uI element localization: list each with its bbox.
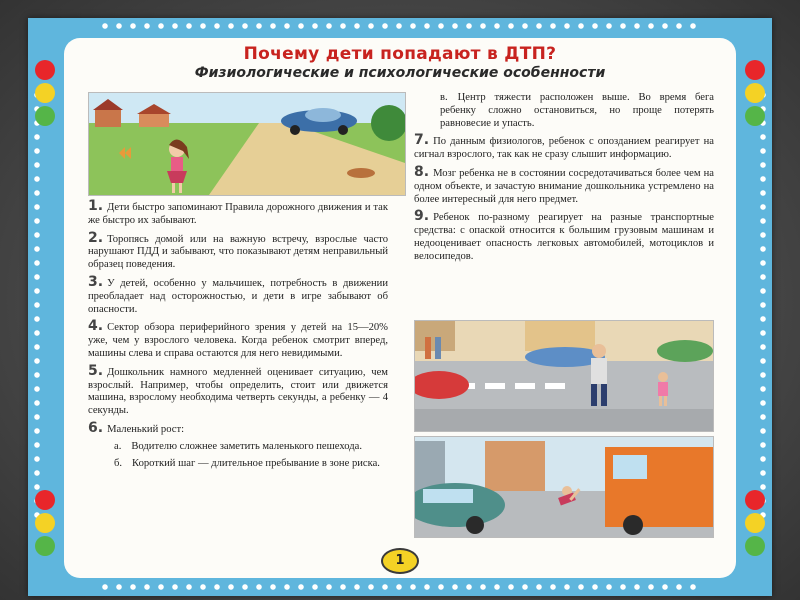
- page-title: Почему дети попадают в ДТП?: [243, 44, 557, 64]
- dotted-border-left: [32, 88, 42, 526]
- list-item: 5. Дошкольник намного медленней оценивает ситуацию, чем взрослый. Например, чтобы определить, стоит или движется машина, взрослому необходима четверть секунды, а ребенку — 4 секунды.: [88, 362, 388, 417]
- list-item: 3. У детей, особенно у мальчишек, потребность в движении преобладает над осторожностью, и дети в игре забывают об опасности.: [88, 273, 388, 315]
- traffic-light-icon: [35, 60, 55, 126]
- dotted-border-top: [98, 21, 702, 31]
- list-item: 6. Маленький рост:: [88, 419, 185, 436]
- dotted-border-bottom: [98, 582, 702, 592]
- list-item: 4. Сектор обзора периферийного зрения у детей на 15—20% уже, чем у взрослого человека. Когда ребенок смотрит вперед, машины слева и справа остаются для него невидимыми.: [88, 318, 388, 359]
- illustration-truck-and-car: [414, 436, 714, 538]
- list-subitem: б. Короткий шаг — длительное пребывание в зоне риска.: [114, 457, 380, 469]
- list-item: 7. По данным физиологов, ребенок с опозданием реагирует на сигнал взрослого, так как не сразу слышит информацию.: [414, 132, 714, 161]
- left-column: [88, 200, 388, 474]
- traffic-light-icon: [745, 490, 765, 556]
- illustration-street-crossing: [414, 320, 714, 432]
- right-column: [414, 92, 714, 268]
- list-item: 2. Торопясь домой или на важную встречу, взрослые часто нарушают ПДД и забывают, что показывают детям неправильный образец поведения.: [88, 229, 388, 271]
- traffic-light-icon: [35, 490, 55, 556]
- illustration-girl-on-road: [88, 92, 406, 196]
- page-number-badge: 1: [381, 548, 419, 574]
- dotted-border-right: [758, 88, 768, 526]
- page-subtitle: Физиологические и психологические особенности: [194, 65, 606, 81]
- poster-frame: [28, 18, 772, 596]
- list-subitem: в. Центр тяжести расположен выше. Во время бега ребенку сложно остановиться, но проще потерять равновесие и упасть.: [440, 92, 714, 129]
- list-item: 1. Дети быстро запоминают Правила дорожного движения и так же быстро их забывают.: [88, 198, 388, 226]
- page-sheet: [64, 38, 736, 578]
- list-item: 9. Ребенок по-разному реагирует на разные транспортные средства: с опаской относится к большим грузовым машинам и недооценивает опасность легковых автомобилей, мотоциклов и велосипедов.: [414, 208, 714, 262]
- list-item: 8. Мозг ребенка не в состоянии сосредотачиваться более чем на одном объекте, и зачастую внимание дошкольника устремлено на более интересный для него предмет.: [414, 163, 714, 205]
- list-subitem: а. Водителю сложнее заметить маленького пешехода.: [114, 440, 362, 452]
- traffic-light-icon: [745, 60, 765, 126]
